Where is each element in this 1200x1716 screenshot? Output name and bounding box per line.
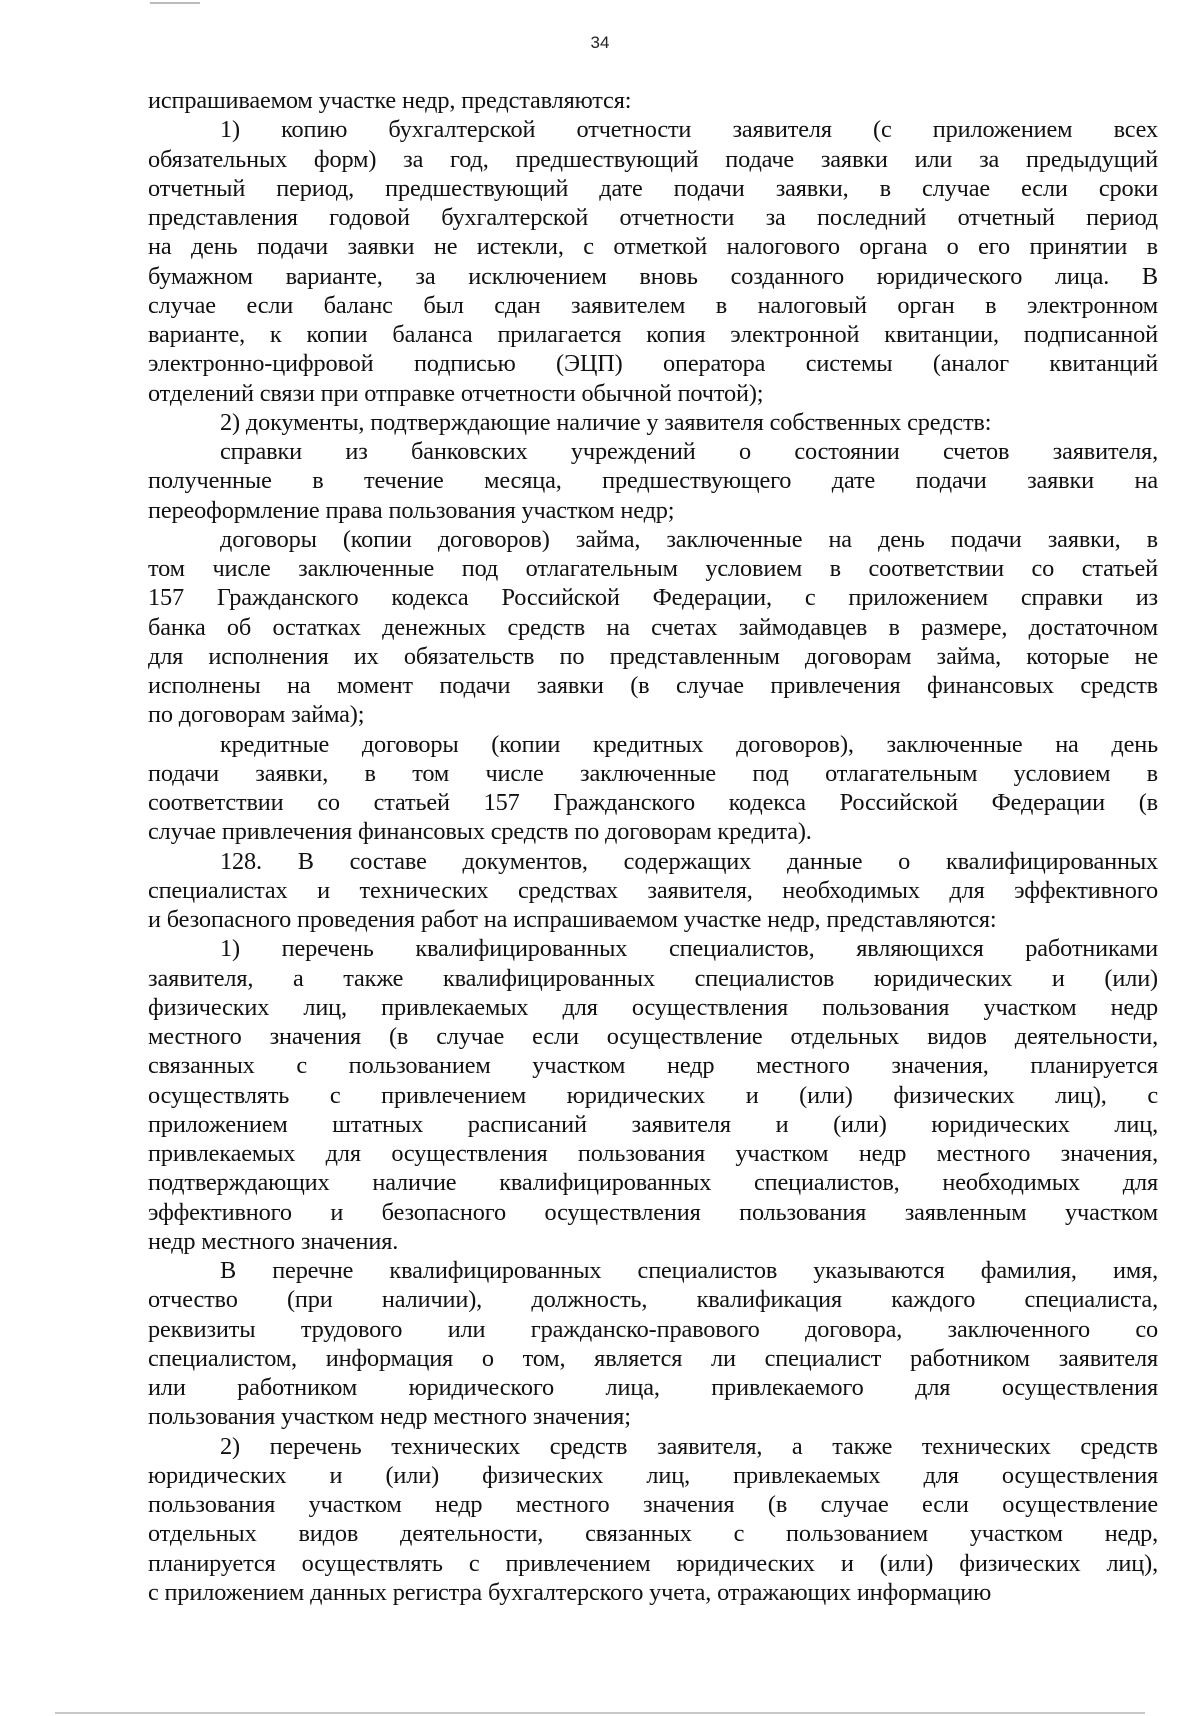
text-line: недр местного значения. xyxy=(148,1227,399,1255)
text-line: 1) перечень квалифицированных специалистов, являющихся работниками xyxy=(220,935,1158,963)
text-line: осуществлять с привлечением юридических и (или) физических лиц), с xyxy=(148,1081,1158,1109)
text-line: 157 Гражданского кодекса Российской Федерации, с приложением справки из xyxy=(148,584,1158,612)
text-line: связанных с пользованием участком недр местного значения, планируется xyxy=(148,1052,1158,1080)
text-line: договоры (копии договоров) займа, заключенные на день подачи заявки, в xyxy=(220,525,1158,553)
text-line: и безопасного проведения работ на испрашиваемом участке недр, представляются: xyxy=(148,906,997,933)
scan-edge-line xyxy=(55,1712,1145,1714)
text-line: отчетный период, предшествующий дате подачи заявки, в случае если сроки xyxy=(148,174,1158,202)
text-line: 128. В составе документов, содержащих данные о квалифицированных xyxy=(220,847,1158,875)
text-line: 1) копию бухгалтерской отчетности заявителя (с приложением всех xyxy=(220,116,1158,144)
text-line: случае если баланс был сдан заявителем в налоговый орган в электронном xyxy=(148,291,1158,319)
paragraph xyxy=(148,86,1158,115)
paragraph xyxy=(148,437,1158,525)
paragraph xyxy=(148,1256,1158,1432)
text-line: отделений связи при отправке отчетности обычной почтой); xyxy=(148,379,764,407)
text-line: банка об остатках денежных средств на счетах займодавцев в размере, достаточном xyxy=(148,613,1158,641)
text-line: В перечне квалифицированных специалистов указываются фамилия, имя, xyxy=(220,1257,1158,1284)
text-line: приложением штатных расписаний заявителя и (или) юридических лиц, xyxy=(148,1110,1158,1138)
text-line: том числе заключенные под отлагательным условием в соответствии со статьей xyxy=(148,555,1158,582)
text-line: пользования участком недр местного значения; xyxy=(148,1403,631,1431)
text-line: специалистах и технических средствах заявителя, необходимых для эффективного xyxy=(148,876,1158,904)
text-line: исполнены на момент подачи заявки (в случае привлечения финансовых средств xyxy=(148,672,1158,699)
text-line: 2) перечень технических средств заявителя, а также технических средств xyxy=(220,1432,1158,1460)
text-line: специалистом, информация о том, является ли специалист работником заявителя xyxy=(148,1344,1158,1372)
text-line: заявителя, а также квалифицированных специалистов юридических и (или) xyxy=(148,964,1158,992)
text-line: случае привлечения финансовых средств по договорам кредита). xyxy=(148,818,812,846)
paragraph xyxy=(148,115,1158,408)
text-line: физических лиц, привлекаемых для осуществления пользования участком недр xyxy=(148,993,1158,1021)
scan-edge-line xyxy=(150,2,200,4)
text-line: реквизиты трудового или гражданско-правового договора, заключенного со xyxy=(148,1315,1158,1343)
paragraph xyxy=(148,525,1158,730)
document-body xyxy=(148,86,1158,1607)
text-line: для исполнения их обязательств по представленным договорам займа, которые не xyxy=(148,642,1158,670)
text-line: подачи заявки, в том числе заключенные под отлагательным условием в xyxy=(148,759,1158,787)
text-line: пользования участком недр местного значения (в случае если осуществление xyxy=(148,1491,1158,1518)
text-line: планируется осуществлять с привлечением юридических и (или) физических лиц), xyxy=(148,1549,1158,1577)
paragraph xyxy=(148,1432,1158,1608)
text-line: подтверждающих наличие квалифицированных специалистов, необходимых для xyxy=(148,1169,1158,1197)
text-line: юридических и (или) физических лиц, привлекаемых для осуществления xyxy=(148,1461,1158,1489)
text-line: отчество (при наличии), должность, квалификация каждого специалиста, xyxy=(148,1286,1158,1314)
text-line: или работником юридического лица, привлекаемого для осуществления xyxy=(148,1374,1158,1401)
text-line: привлекаемых для осуществления пользования участком недр местного значения, xyxy=(148,1140,1158,1167)
text-line: полученные в течение месяца, предшествующего дате подачи заявки на xyxy=(148,467,1158,495)
text-line: представления годовой бухгалтерской отчетности за последний отчетный период xyxy=(148,204,1158,231)
text-line: эффективного и безопасного осуществления пользования заявленным участком xyxy=(148,1198,1158,1226)
text-line: местного значения (в случае если осуществление отдельных видов деятельности, xyxy=(148,1023,1158,1050)
text-line: испрашиваемом участке недр, представляются: xyxy=(148,87,632,114)
paragraph xyxy=(148,934,1158,1256)
text-line: соответствии со статьей 157 Гражданского кодекса Российской Федерации (в xyxy=(148,789,1158,816)
page-number: 34 xyxy=(590,33,610,52)
text-line: отдельных видов деятельности, связанных с пользованием участком недр, xyxy=(148,1520,1158,1548)
text-line: с приложением данных регистра бухгалтерского учета, отражающих информацию xyxy=(148,1578,992,1606)
paragraph xyxy=(148,408,1158,437)
text-line: 2) документы, подтверждающие наличие у заявителя собственных средств: xyxy=(220,408,992,436)
text-line: обязательных форм) за год, предшествующий подаче заявки или за предыдущий xyxy=(148,145,1158,173)
paragraph xyxy=(148,730,1158,847)
text-line: по договорам займа); xyxy=(148,701,365,729)
paragraph xyxy=(148,847,1158,935)
text-line: на день подачи заявки не истекли, с отметкой налогового органа о его принятии в xyxy=(148,233,1158,261)
text-line: электронно-цифровой подписью (ЭЦП) оператора системы (аналог квитанций xyxy=(148,350,1158,378)
text-line: кредитные договоры (копии кредитных договоров), заключенные на день xyxy=(220,730,1158,758)
text-line: варианте, к копии баланса прилагается копия электронной квитанции, подписанной xyxy=(148,321,1158,348)
text-line: переоформление права пользования участком недр; xyxy=(148,496,675,524)
text-line: бумажном варианте, за исключением вновь созданного юридического лица. В xyxy=(148,262,1158,290)
text-line: справки из банковских учреждений о состоянии счетов заявителя, xyxy=(220,438,1158,465)
